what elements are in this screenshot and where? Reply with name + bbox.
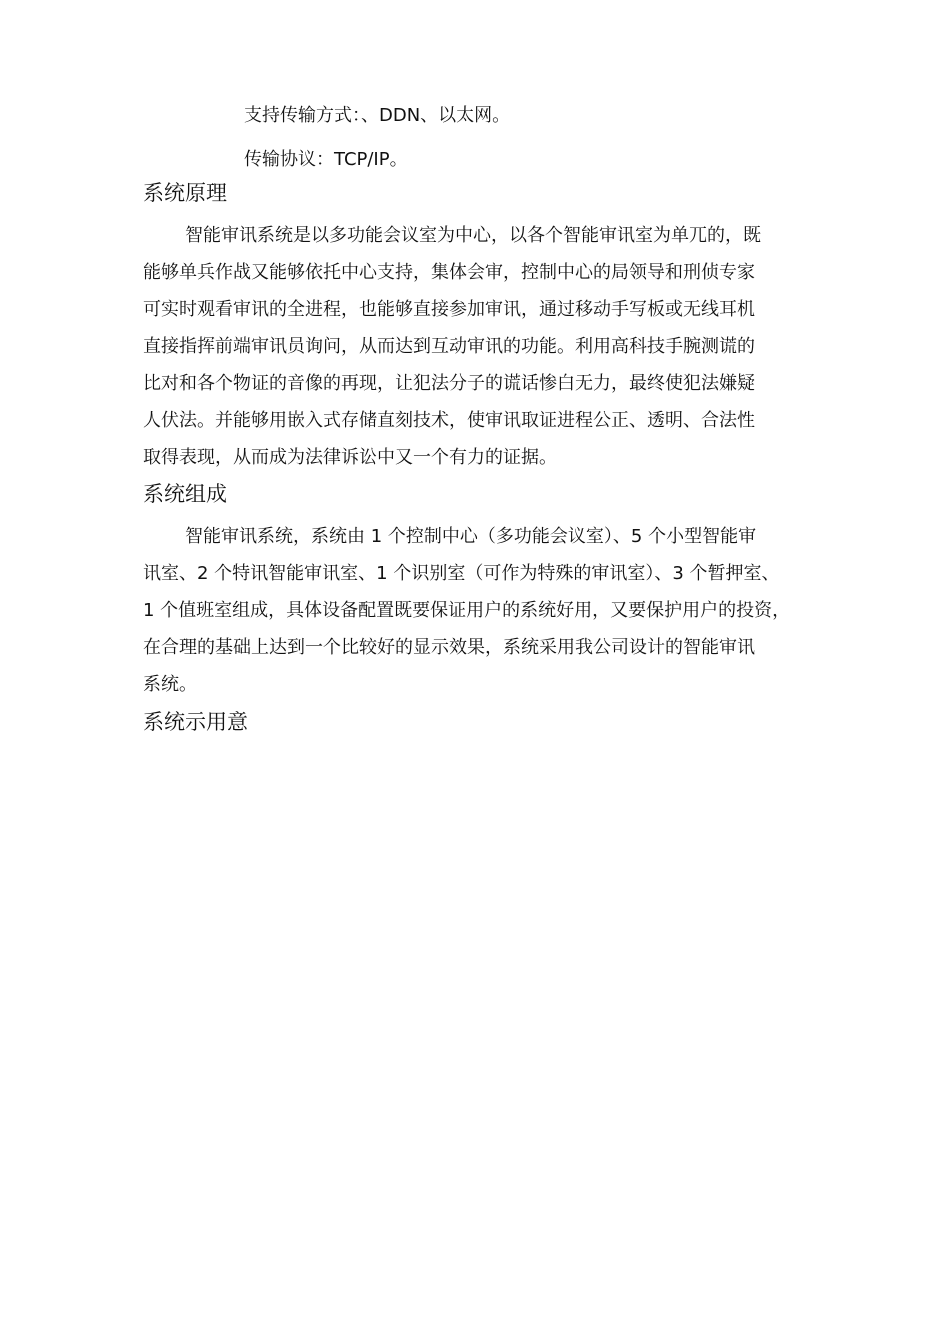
transfer-protocol-line: 传输协议：TCP/IP。 bbox=[244, 149, 408, 170]
heading-diagram: 系统示用意 bbox=[143, 710, 248, 734]
paragraph-line: 比对和各个物证的音像的再现，让犯法分子的谎话惨白无力，最终使犯法嫌疑 bbox=[143, 373, 755, 394]
paragraph-line: 取得表现，从而成为法律诉讼中又一个有力的证据。 bbox=[143, 447, 557, 468]
paragraph-principle bbox=[143, 217, 823, 476]
paragraph-line: 智能审讯系统，系统由 1 个控制中心（多功能会议室）、5 个小型智能审 bbox=[185, 526, 757, 547]
paragraph-line: 智能审讯系统是以多功能会议室为中心，以各个智能审讯室为单兀的，既 bbox=[185, 225, 761, 246]
paragraph-line: 1 个值班室组成，具体设备配置既要保证用户的系统好用，又要保护用户的投资， bbox=[143, 600, 791, 621]
heading-principle: 系统原理 bbox=[143, 181, 227, 205]
paragraph-line: 讯室、2 个特讯智能审讯室、1 个识别室（可作为特殊的审讯室）、3 个暂押室、 bbox=[143, 563, 780, 584]
paragraph-composition bbox=[143, 518, 823, 703]
heading-composition: 系统组成 bbox=[143, 482, 227, 506]
paragraph-line: 人伏法。并能够用嵌入式存储直刻技术，使审讯取证进程公正、透明、合法性 bbox=[143, 410, 755, 431]
paragraph-line: 在合理的基础上达到一个比较好的显示效果，系统采用我公司设计的智能审讯 bbox=[143, 637, 755, 658]
paragraph-line: 能够单兵作战又能够依托中心支持，集体会审，控制中心的局领导和刑侦专家 bbox=[143, 262, 755, 283]
paragraph-line: 可实时观看审讯的全进程，也能够直接参加审讯，通过移动手写板或无线耳机 bbox=[143, 299, 755, 320]
transfer-modes-line: 支持传输方式：、DDN、以太网。 bbox=[244, 105, 511, 126]
paragraph-line: 系统。 bbox=[143, 674, 197, 695]
paragraph-line: 直接指挥前端审讯员询问，从而达到互动审讯的功能。利用高科技手腕测谎的 bbox=[143, 336, 755, 357]
